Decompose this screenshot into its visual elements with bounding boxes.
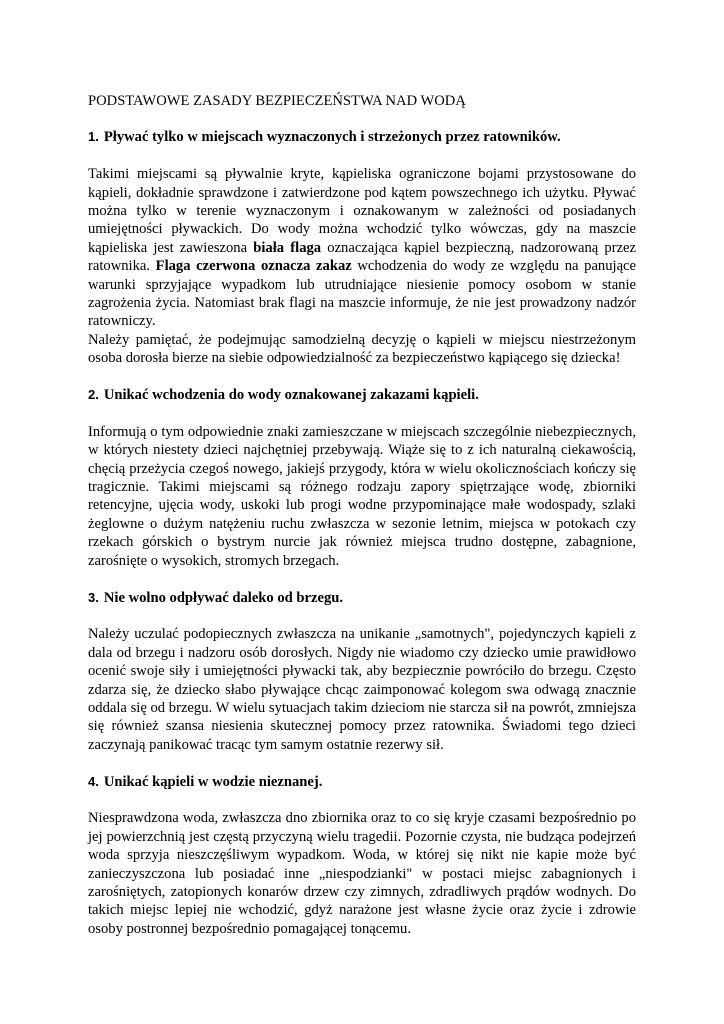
- section-number: 1.: [88, 129, 99, 145]
- paragraph-text: Takimi miejscami są pływalnie kryte, kąpieliska ograniczone bojami przystosowane do kąpieli, dokładnie sprawdzone i zatwierdzone pod kątem powszechnego ich użytku. Pływać można tylko w terenie wyznaczonym i oznakowanym w zależności od posiadanych umiejętności pływackich. Do wody można wchodzić tylko wówczas, gdy na maszcie kąpieliska jest zawieszona: [88, 166, 636, 256]
- section-number: 2.: [88, 387, 99, 403]
- section-heading-text: Unikać kąpieli w wodzie nieznanej.: [103, 773, 323, 790]
- section-heading: [88, 773, 636, 791]
- section-paragraph: Informują o tym odpowiednie znaki zamieszczane w miejscach szczególnie niebezpiecznych, w których niestety dzieci najchętniej przebywają. Wiąże się to z ich naturalną ciekawością, chęcią przeżycia czegoś nowego, jakiejś przygody, która w wielu okolicznościach kończy się tragicznie. Takimi miejscami są różnego rodzaju zapory spiętrzające wodę, zbiorniki retencyjne, ujęcia wody, uskoki lub progi wodne przypominające małe wodospady, szlaki żeglowne o dużym natężeniu ruchu zwłaszcza w sezonie letnim, miejsca w potokach czy rzekach górskich o bystrym nurcie jak również miejsca trudno dostępne, zabagnione, zarośnięte o wysokich, stromych brzegach.: [88, 423, 636, 569]
- section-paragraph: Należy uczulać podopiecznych zwłaszcza na unikanie „samotnych", pojedynczych kąpieli z dala od brzegu i nadzoru osób dorosłych. Nigdy nie wiadomo czy dziecko umie prawidłowo ocenić swoje siły i umiejętności pływacki tak, aby bezpiecznie powróciło do brzegu. Często zdarza się, że dziecko słabo pływające chcąc zaimponować kolegom swa odwagą znacznie oddala się od brzegu. W wielu sytuacjach takim dzieciom nie starcza sił na powrót, zmniejsza się również szansa niesienia skutecznej pomocy przez ratownika. Świadomi tego dzieci zaczynają panikować tracąc tym samym ostatnie rezerwy sił.: [88, 626, 636, 753]
- section-paragraph: Niesprawdzona woda, zwłaszcza dno zbiornika oraz to co się kryje czasami bezpośrednio po jej powierzchnią jest częstą przyczyną wielu tragedii. Pozornie czysta, nie budząca podejrzeń woda sprzyja nieszczęśliwym wypadkom. Woda, w której się nikt nie kapie może być zanieczyszczona lub posiadać inne „niespodzianki" w postaci miejsc zabagnionych i zarośniętych, zatopionych konarów drzew czy zimnych, zdradliwych prądów wodnych. Do takich miejsc lepiej nie wchodzić, gdyż narażone jest własne życie oraz życie i zdrowie osoby postronnej bezpośrednio pomagającej tonącemu.: [88, 810, 636, 937]
- paragraph-text: oznaczająca kąpiel bezpieczną, nadzorowaną przez ratownika.: [88, 239, 637, 275]
- section-heading: [88, 386, 636, 404]
- document-title: PODSTAWOWE ZASADY BEZPIECZEŃSTWA NAD WODĄ: [88, 93, 466, 109]
- document-page: [88, 92, 636, 938]
- section-paragraph: [88, 165, 636, 331]
- section-heading-text: Nie wolno odpływać daleko od brzegu.: [103, 589, 344, 606]
- section-number: 4.: [88, 773, 99, 789]
- section-3: [88, 589, 636, 755]
- section-heading-text: Pływać tylko w miejscach wyznaczonych i strzeżonych przez ratowników.: [103, 129, 561, 146]
- section-heading: [88, 589, 636, 607]
- paragraph-text: wchodzenia do wody ze względu na panujące warunki sprzyjające wypadkom lub utrudniające niesienie pomocy osobom w stanie zagrożenia życia. Natomiast brak flagi na maszcie informuje, że nie jest prowadzony nadzór ratowniczy.: [88, 258, 637, 330]
- section-paragraph: Należy pamiętać, że podejmując samodzielną decyzję o kąpieli w miejscu niestrzeżonym osoba dorosła bierze na siebie odpowiedzialność za bezpieczeństwo kąpiącego się dziecka!: [88, 331, 636, 367]
- section-heading-text: Unikać wchodzenia do wody oznakowanej zakazami kąpieli.: [103, 387, 479, 404]
- section-number: 3.: [88, 589, 99, 605]
- section-4: [88, 773, 636, 939]
- section-1: [88, 128, 636, 367]
- red-flag-text: Flaga czerwona oznacza zakaz: [155, 258, 352, 275]
- section-heading: [88, 128, 636, 146]
- white-flag-text: biała flaga: [253, 239, 322, 256]
- section-2: [88, 386, 636, 570]
